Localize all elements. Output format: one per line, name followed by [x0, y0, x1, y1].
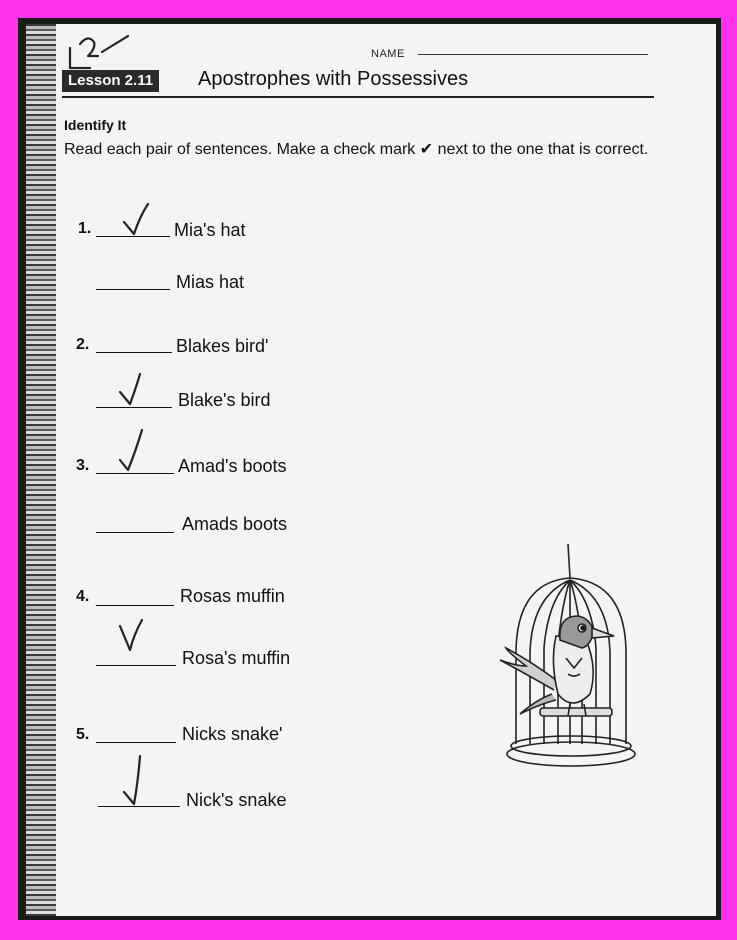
instructions: Read each pair of sentences. Make a check mark ✔ next to the one that is correct. — [64, 141, 649, 158]
item-number: 4. — [76, 588, 90, 605]
check-mark-icon — [114, 426, 154, 476]
sentence-option: Rosa's muffin — [182, 648, 291, 668]
answer-blank[interactable] — [96, 665, 176, 666]
answer-blank[interactable] — [96, 289, 170, 290]
sentence-option: Rosas muffin — [180, 586, 285, 606]
check-mark-icon — [116, 368, 156, 408]
lesson-badge: Lesson 2.11 — [62, 70, 159, 92]
sentence-option: Blakes bird' — [176, 336, 269, 356]
worksheet — [26, 24, 716, 916]
section-heading: Identify It — [64, 117, 127, 133]
item-number: 1. — [78, 220, 92, 237]
paper-edge — [26, 24, 56, 916]
score-mark-icon — [62, 30, 142, 74]
sentence-option: Mias hat — [176, 272, 245, 292]
sentence-option: Mia's hat — [174, 220, 246, 240]
answer-blank[interactable] — [96, 742, 176, 743]
check-mark-icon — [116, 616, 156, 660]
page-title: Apostrophes with Possessives — [198, 68, 469, 90]
sentence-option: Amads boots — [182, 514, 288, 534]
sentence-option: Nick's snake — [186, 790, 287, 810]
answer-blank[interactable] — [96, 605, 174, 606]
item-number: 2. — [76, 336, 90, 353]
sentence-option: Nicks snake' — [182, 724, 283, 744]
name-label: NAME — [371, 48, 405, 60]
answer-blank[interactable] — [96, 352, 172, 353]
check-mark-icon — [118, 200, 158, 238]
title-divider — [62, 96, 654, 98]
check-mark-icon — [118, 752, 158, 808]
answer-blank[interactable] — [96, 532, 174, 533]
bird-in-cage-icon — [486, 544, 676, 784]
item-number: 5. — [76, 726, 90, 743]
sentence-option: Blake's bird — [178, 390, 271, 410]
item-number: 3. — [76, 457, 90, 474]
sentence-option: Amad's boots — [178, 456, 287, 476]
name-field[interactable] — [418, 54, 648, 55]
